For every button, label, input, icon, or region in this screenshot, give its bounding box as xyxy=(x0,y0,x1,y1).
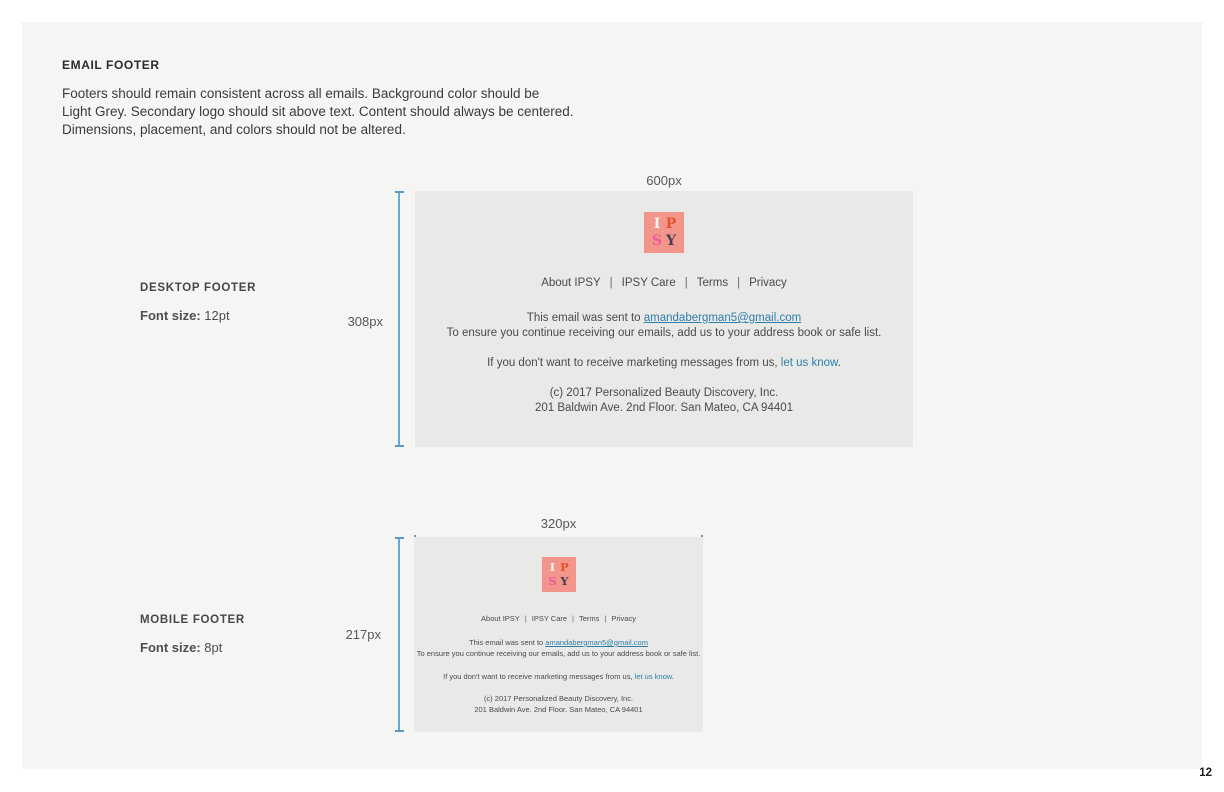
content-panel xyxy=(22,22,1212,779)
footer-marketing-line xyxy=(414,672,703,681)
nav-separator: | xyxy=(524,614,527,623)
sent-prefix: This email was sent to xyxy=(526,312,644,324)
footer-sent-line xyxy=(414,638,703,647)
footer-nav-link-privacy[interactable]: Privacy xyxy=(749,277,787,289)
footer-nav-link-about-ipsy[interactable]: About IPSY xyxy=(541,277,601,289)
mobile-font-size xyxy=(140,640,222,655)
mobile-height-label: 217px xyxy=(345,627,381,642)
desktop-footer-mockup xyxy=(415,191,913,447)
nav-separator: | xyxy=(684,277,688,289)
logo-letter-i: I xyxy=(653,216,661,233)
ipsy-logo xyxy=(542,557,576,592)
footer-nav xyxy=(415,277,913,289)
logo-letter-s: S xyxy=(548,574,557,588)
dimension-tick-bottom xyxy=(395,445,404,447)
dimension-tick-top xyxy=(395,537,404,539)
sent-prefix: This email was sent to xyxy=(469,638,546,647)
marketing-prefix: If you don't want to receive marketing messages from us, xyxy=(443,672,635,681)
intro-paragraph xyxy=(62,85,574,139)
footer-ensure-line: To ensure you continue receiving our emails, add us to your address book or safe list. xyxy=(416,649,701,658)
footer-ensure-line: To ensure you continue receiving our emails, add us to your address book or safe list. xyxy=(446,327,882,339)
footer-copyright-line: (c) 2017 Personalized Beauty Discovery, Inc. xyxy=(549,387,779,399)
footer-sent-line xyxy=(415,312,913,324)
logo-letter-y: Y xyxy=(560,574,569,588)
logo-letter-i: I xyxy=(549,559,556,574)
recipient-email-link[interactable]: amandabergman5@gmail.com xyxy=(545,638,648,647)
dimension-tick-bottom xyxy=(395,730,404,732)
recipient-email-link[interactable]: amandabergman5@gmail.com xyxy=(643,312,802,324)
footer-address-line: 201 Baldwin Ave. 2nd Floor. San Mateo, CA 94401 xyxy=(474,705,643,714)
desktop-footer-label: DESKTOP FOOTER xyxy=(140,282,257,294)
footer-marketing-line xyxy=(415,357,913,369)
footer-nav-link-privacy[interactable]: Privacy xyxy=(611,614,636,623)
footer-nav-link-about-ipsy[interactable]: About IPSY xyxy=(481,614,520,623)
marketing-suffix: . xyxy=(837,357,841,369)
dimension-tick-top xyxy=(395,191,404,193)
footer-nav xyxy=(414,614,703,623)
desktop-height-label: 308px xyxy=(347,314,383,329)
marketing-suffix: . xyxy=(671,672,674,681)
footer-nav-link-ipsy-care[interactable]: IPSY Care xyxy=(531,614,568,623)
footer-address-line: 201 Baldwin Ave. 2nd Floor. San Mateo, CA 94401 xyxy=(534,402,794,414)
font-size-label: Font size: xyxy=(140,640,201,655)
ipsy-logo xyxy=(644,212,684,253)
nav-separator: | xyxy=(609,277,613,289)
font-size-label: Font size: xyxy=(140,308,201,323)
page-title: EMAIL FOOTER xyxy=(62,58,160,72)
footer-nav-link-terms[interactable]: Terms xyxy=(696,277,729,289)
footer-nav-link-terms[interactable]: Terms xyxy=(579,614,600,623)
desktop-width-label: 600px xyxy=(646,173,682,188)
logo-letter-s: S xyxy=(651,232,663,249)
intro-line-3: Dimensions, placement, and colors should not be altered. xyxy=(62,122,406,137)
footer-copyright-line: (c) 2017 Personalized Beauty Discovery, Inc. xyxy=(483,694,634,703)
mobile-footer-label: MOBILE FOOTER xyxy=(140,614,245,626)
nav-separator: | xyxy=(604,614,607,623)
intro-line-2: Light Grey. Secondary logo should sit above text. Content should always be centered. xyxy=(62,104,574,119)
nav-separator: | xyxy=(572,614,574,623)
mobile-footer-mockup xyxy=(414,537,703,732)
logo-letter-p: P xyxy=(665,216,677,233)
logo-letter-y: Y xyxy=(666,232,676,249)
font-size-value: 12pt xyxy=(200,308,230,323)
font-size-value: 8pt xyxy=(200,640,223,655)
marketing-prefix: If you don't want to receive marketing messages from us, xyxy=(487,357,781,369)
let-us-know-link[interactable]: let us know xyxy=(634,672,672,681)
mobile-width-label: 320px xyxy=(540,516,577,531)
let-us-know-link[interactable]: let us know xyxy=(780,357,838,369)
logo-letter-p: P xyxy=(560,559,569,574)
page-number: 12 xyxy=(1199,767,1212,779)
nav-separator: | xyxy=(737,277,741,289)
desktop-height-dimension-line xyxy=(398,191,400,447)
footer-nav-link-ipsy-care[interactable]: IPSY Care xyxy=(621,277,676,289)
mobile-height-dimension-line xyxy=(398,537,400,732)
desktop-font-size xyxy=(140,308,230,323)
intro-line-1: Footers should remain consistent across all emails. Background color should be xyxy=(62,86,540,101)
